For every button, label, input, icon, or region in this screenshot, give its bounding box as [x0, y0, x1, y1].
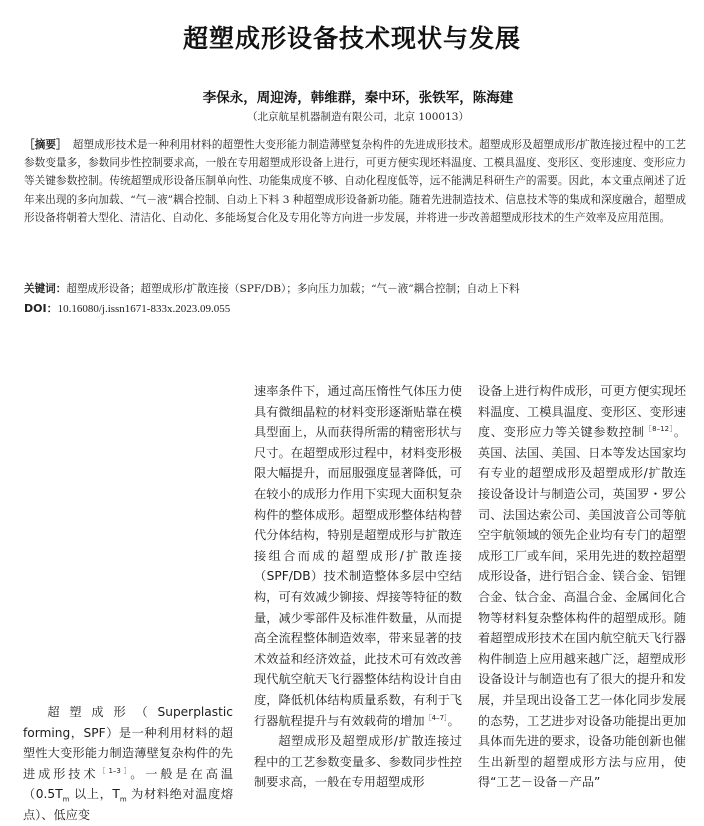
subscript: m — [119, 795, 127, 804]
body-column-3 — [478, 381, 686, 793]
author-list: 李保永，周迎涛，韩维群，秦中环，张铁军，陈海建 — [202, 90, 514, 106]
citation-ref[interactable]: ［8–12］ — [644, 425, 674, 434]
body-text: 。英国、法国、美国、日本等发达国家均有专业的超塑成形及超塑成形/扩散连接设备设计与制造公司，英国罗・罗公司、法国达索公司、美国波音公司等航空宇航领域的领先企业均有专门的超塑成形工厂或车间，采用先进的数控超塑成形设备，进行铝合金、镁合金、铝锂合金、钛合金、高温合金、金属间化合物等材料复杂整体构件的超塑成形。随着超塑成形技术在国内航空航天飞行器构件制造上应用越来越广泛，超塑成形设备设计与制造也有了很大的提升和发展，并呈现出设备工艺一体化同步发展的态势，工艺进步对设备功能提出更加具体而先进的要求，设备功能创新也催生出新型的超塑成形方法与应用，使得“工艺－设备－产品” — [478, 425, 686, 790]
doi — [24, 301, 686, 317]
body-text: 。 — [447, 713, 460, 728]
abstract-text: 超塑成形技术是一种利用材料的超塑性大变形能力制造薄壁复杂构件的先进成形技术。超塑成形及超塑成形/扩散连接过程中的工艺参数变量多，参数同步性控制要求高，一般在专用超塑成形设备上进行，可更方便实现坯料温度、工模具温度、变形区、变形速度、变形应力等关键参数控制。传统超塑成形设备压制单向性、功能集成度不够、自动化程度低等，远不能满足科研生产的需要。因此，本文重点阐述了近年来出现的多向加载、“气－液”耦合控制、自动上下料 3 种超塑成形设备新功能。随着先进制造技术、信息技术等的集成和深度融合，超塑成形设备将朝着大型化、清洁化、自动化、多能场复合化及专用化等方向进一步发展，并将进一步改善超塑成形技术的生产效率及应用范围。 — [24, 139, 687, 224]
abstract-label: ［摘要］ — [24, 139, 67, 151]
body-text: 设备上进行构件成形，可更方便实现坯料温度、工模具温度、变形区、变形速度、变形应力等关键参数控制 — [478, 384, 686, 440]
body-paragraph — [254, 381, 462, 731]
body-column-2 — [254, 381, 462, 793]
doi-label: DOI： — [24, 302, 58, 315]
subscript: m — [62, 795, 70, 804]
body-column-1 — [23, 702, 233, 826]
body-text: 以上，T — [69, 787, 120, 802]
body-text: 超塑成形（Superplastic forming，SPF）是一种利用材料的超塑性大变形能力制造薄壁复杂构件的先进成形技术 — [23, 705, 233, 781]
paper-title: 超塑成形设备技术现状与发展 — [182, 24, 521, 53]
body-paragraph — [478, 381, 686, 793]
citation-ref[interactable]: ［1–3］ — [98, 766, 131, 775]
body-text: 。一般是在高温（0.5T — [23, 766, 233, 802]
affiliation: （北京航星机器制造有限公司，北京 100013） — [247, 111, 469, 123]
body-paragraph: 超塑成形及超塑成形/扩散连接过程中的工艺参数变量多、参数同步性控制要求高，一般在专用超塑成形 — [254, 734, 462, 790]
citation-ref[interactable]: ［4–7］ — [424, 713, 448, 722]
doi-link[interactable]: 10.16080/j.issn1671-833x.2023.09.055 — [57, 303, 231, 315]
body-paragraph — [23, 702, 233, 826]
keywords-label: 关键词： — [24, 283, 67, 295]
abstract — [24, 136, 686, 227]
keywords-text: 超塑成形设备；超塑成形/扩散连接（SPF/DB）；多向压力加载；“气－液”耦合控制；自动上下料 — [66, 283, 520, 295]
body-text: 为材料绝对温度熔点）、低应变 — [23, 787, 234, 822]
body-text: 速率条件下，通过高压惰性气体压力使具有微细晶粒的材料变形逐渐贴靠在模具型面上，从而获得所需的精密形状与尺寸。在超塑成形过程中，材料变形极限大幅提升，而屈服强度显著降低，可在较小的成形力作用下实现大面积复杂构件的整体成形。超塑成形整体结构替代分体结构，特别是超塑成形与扩散连接组合而成的超塑成形/扩散连接（SPF/DB）技术制造整体多层中空结构，可有效减少铆接、焊接等特征的数量，减少零部件及标准件数量，从而提高全流程整体制造效率，带来显著的技术效益和经济效益，此技术可有效改善现代航空航天飞行器整体结构设计自由度，降低机体结构质量系数，有利于飞行器航程提升与有效载荷的增加 — [254, 384, 462, 728]
keywords — [24, 281, 686, 297]
